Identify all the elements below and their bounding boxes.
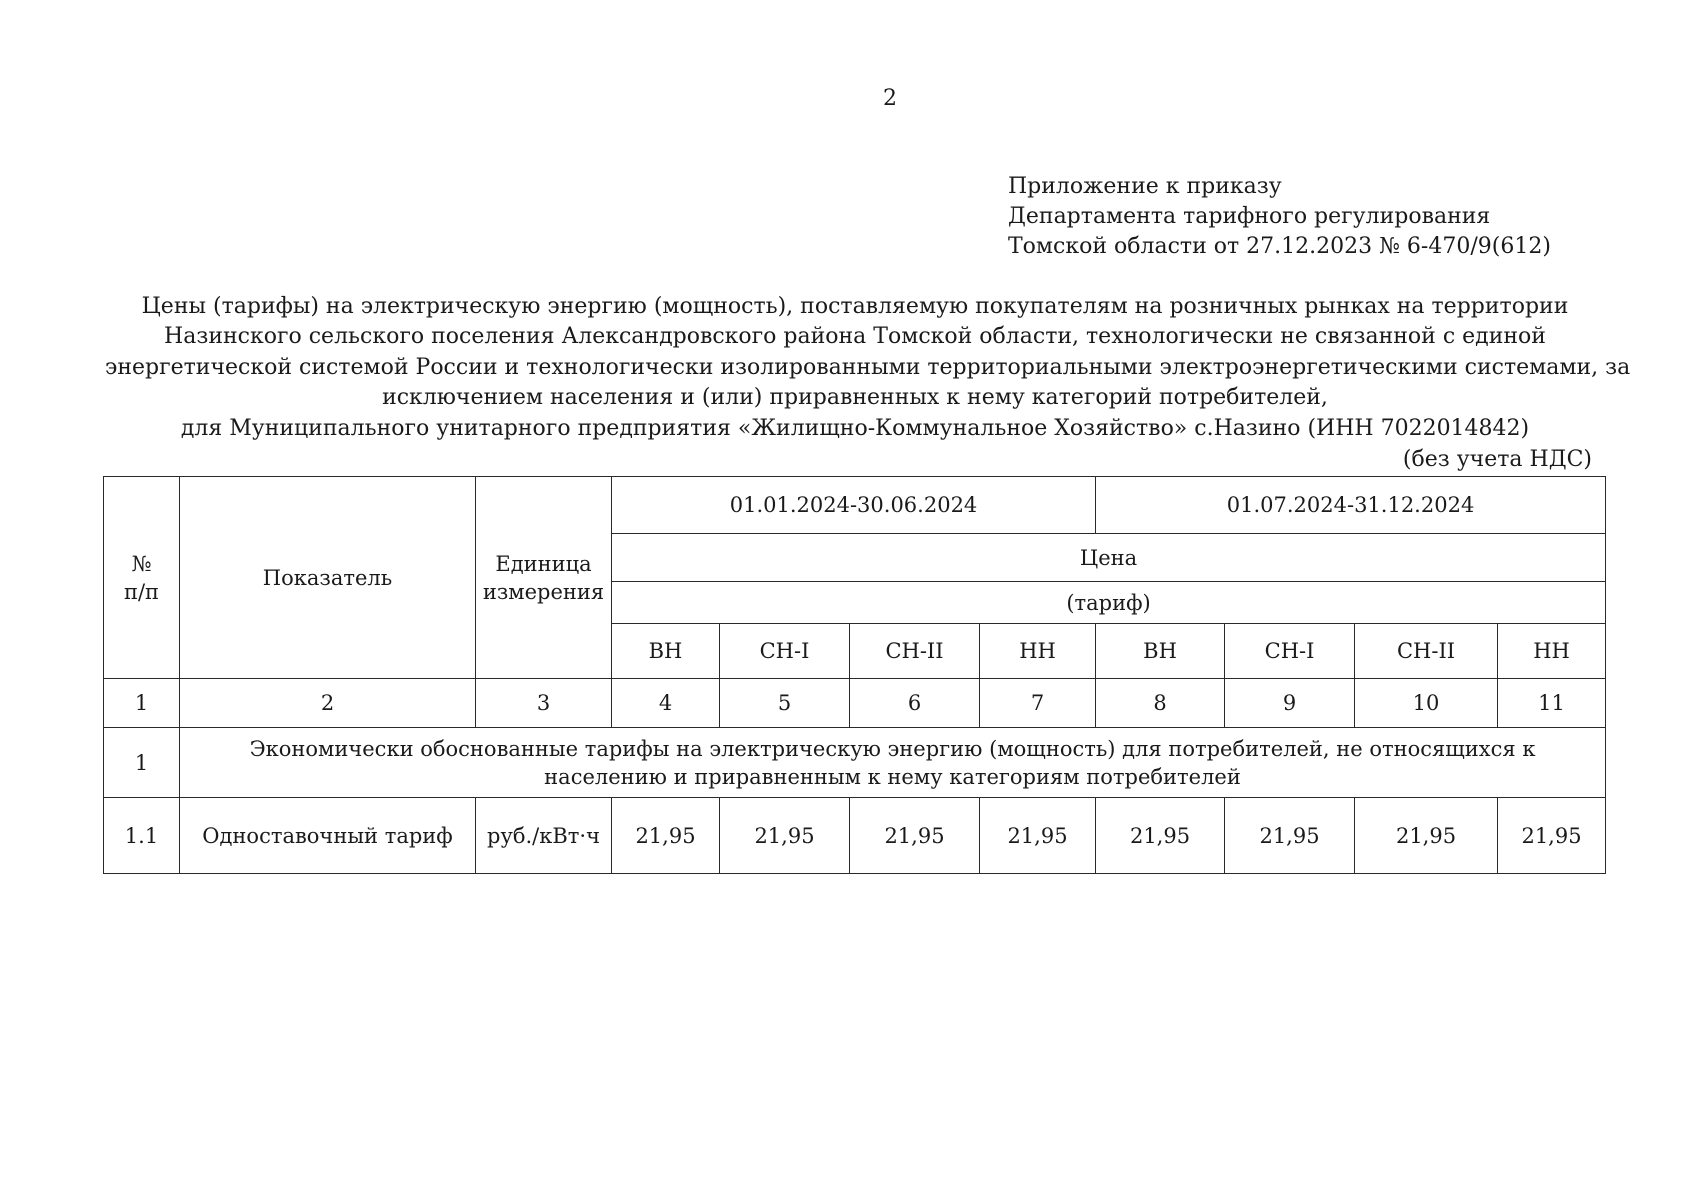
- tariff-value: 21,95: [1355, 798, 1498, 874]
- header-period-2: 01.07.2024-31.12.2024: [1096, 477, 1606, 534]
- appendix-line: Приложение к приказу: [1008, 174, 1282, 199]
- header-level: СН-I: [1225, 624, 1355, 679]
- header-price: Цена: [612, 534, 1606, 582]
- title-line: Цены (тарифы) на электрическую энергию (мощность), поставляемую покупателям на розничных рынках на территории: [141, 294, 1569, 319]
- tariff-value: 21,95: [1498, 798, 1606, 874]
- title-line: исключением населения и (или) приравненных к нему категорий потребителей,: [382, 385, 1328, 411]
- title-line: энергетической системой России и технологически изолированными территориальными электроэнергетическими системами, за: [105, 354, 1631, 380]
- column-number: 9: [1225, 679, 1355, 728]
- tariff-value: 21,95: [1225, 798, 1355, 874]
- tariff-value: 21,95: [612, 798, 720, 874]
- tariff-value: 21,95: [850, 798, 980, 874]
- column-number: 2: [180, 679, 476, 728]
- page-number: 2: [883, 86, 897, 111]
- tariff-value: 21,95: [1096, 798, 1225, 874]
- table-row: [104, 798, 1606, 874]
- header-unit: [476, 477, 612, 679]
- column-number: 8: [1096, 679, 1225, 728]
- header-unit-line: измерения: [482, 579, 605, 604]
- header-period-1: 01.01.2024-30.06.2024: [612, 477, 1096, 534]
- row-num: 1.1: [104, 798, 180, 874]
- header-num-abbr: п/п: [123, 579, 160, 604]
- column-number: 6: [850, 679, 980, 728]
- document-title: [105, 292, 1631, 444]
- header-level: СН-II: [850, 624, 980, 679]
- column-number: 10: [1355, 679, 1498, 728]
- column-number: 3: [476, 679, 612, 728]
- column-number-row: [104, 679, 1606, 728]
- header-level: НН: [1498, 624, 1606, 679]
- tariff-table: [103, 476, 1606, 874]
- header-row-periods: [104, 477, 1606, 534]
- column-number: 1: [104, 679, 180, 728]
- column-number: 7: [980, 679, 1096, 728]
- section-title: Экономически обоснованные тарифы на электрическую энергию (мощность) для потребителей, не относящихся к населению и приравненным к нему категориям потребителей: [180, 728, 1606, 798]
- tariff-value: 21,95: [980, 798, 1096, 874]
- title-line: для Муниципального унитарного предприятия «Жилищно-Коммунальное Хозяйство» с.Назино (ИНН 7022014842): [180, 415, 1530, 441]
- header-tariff: (тариф): [612, 582, 1606, 624]
- section-row: [104, 728, 1606, 798]
- column-number: 5: [720, 679, 850, 728]
- appendix-note: [1008, 172, 1551, 262]
- column-number: 11: [1498, 679, 1606, 728]
- header-level: ВН: [1096, 624, 1225, 679]
- header-num: [104, 477, 180, 679]
- header-unit-line: Единица: [495, 551, 592, 576]
- column-number: 4: [612, 679, 720, 728]
- tariff-value: 21,95: [720, 798, 850, 874]
- header-num-symbol: №: [131, 551, 152, 576]
- vat-note: (без учета НДС): [1402, 447, 1592, 472]
- header-indicator: Показатель: [180, 477, 476, 679]
- header-level: НН: [980, 624, 1096, 679]
- title-line: Назинского сельского поселения Александровского района Томской области, технологически не связанной с единой: [164, 324, 1546, 350]
- header-level: ВН: [612, 624, 720, 679]
- header-level: СН-II: [1355, 624, 1498, 679]
- header-level: СН-I: [720, 624, 850, 679]
- appendix-line: Департамента тарифного регулирования: [1008, 204, 1491, 229]
- row-indicator: Одноставочный тариф: [180, 798, 476, 874]
- row-unit: руб./кВт·ч: [476, 798, 612, 874]
- appendix-line: Томской области от 27.12.2023 № 6-470/9(612): [1008, 234, 1551, 259]
- section-num: 1: [104, 728, 180, 798]
